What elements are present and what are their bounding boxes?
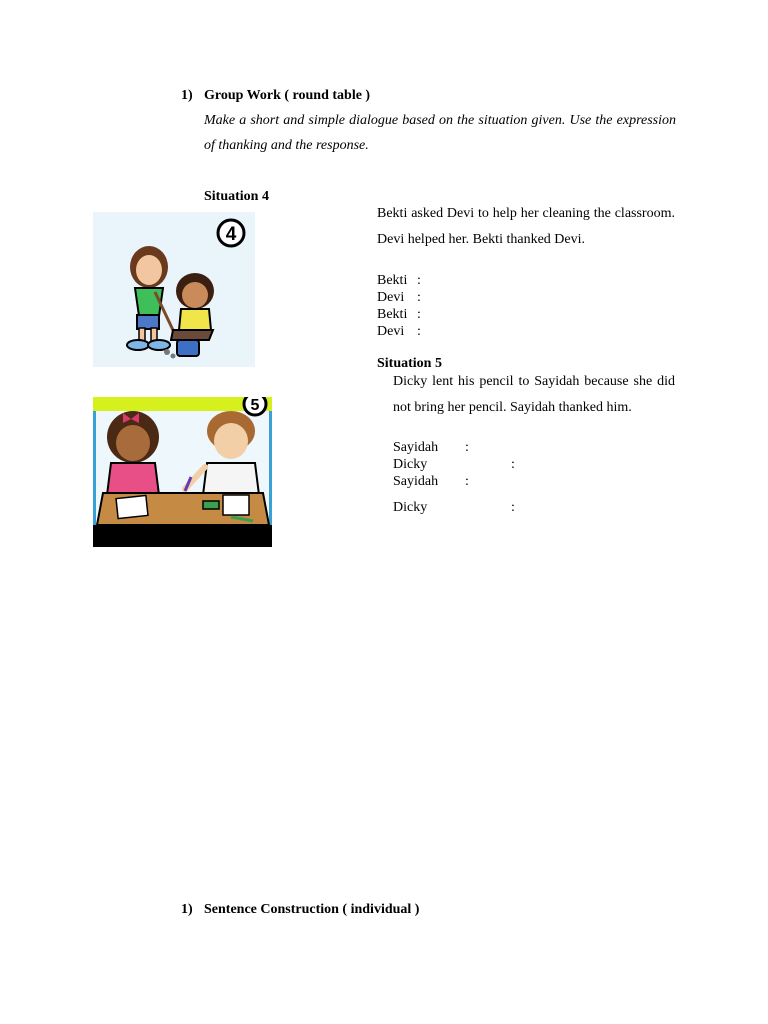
- girl1-face: [136, 255, 162, 285]
- situation-5-illustration: [93, 397, 272, 547]
- situation-4-drawing: [93, 212, 255, 367]
- girl-shirt: [107, 463, 159, 495]
- girl2-skirt: [171, 330, 213, 340]
- number-badge-4-text: 4: [225, 224, 237, 245]
- dialogue-line: [393, 473, 553, 490]
- number-badge-5-text: 5: [250, 397, 260, 414]
- situation-4-dialogue: [377, 272, 497, 340]
- girl2-face: [182, 282, 208, 308]
- speaker-name: Dicky: [393, 500, 428, 515]
- girl-face: [116, 425, 150, 461]
- dialogue-colon: :: [417, 273, 421, 288]
- girl1-shoe-left: [127, 340, 149, 350]
- speaker-name: Sayidah: [393, 440, 439, 455]
- section-1-title: Group Work ( round table ): [204, 88, 371, 103]
- floor: [93, 525, 272, 547]
- dialogue-colon: :: [417, 324, 421, 339]
- speaker-name: Sayidah: [393, 474, 439, 489]
- girl1-shoe-right: [148, 340, 170, 350]
- girl1-shorts: [137, 315, 159, 329]
- speaker-name: Devi: [377, 324, 405, 339]
- dialogue-colon: :: [511, 500, 515, 515]
- girl2-shirt: [179, 309, 211, 330]
- dialogue-colon: :: [511, 457, 515, 472]
- dialogue-line: [377, 289, 497, 306]
- dialogue-line: [393, 439, 553, 456]
- dialogue-line: [377, 323, 497, 340]
- situation-4-heading: Situation 4: [204, 189, 269, 204]
- dustpan: [177, 340, 199, 356]
- dialogue-colon: :: [417, 290, 421, 305]
- situation-5-text: Dicky lent his pencil to Sayidah because she did not bring her pencil. Sayidah thanked him.: [393, 374, 675, 415]
- speaker-name: Devi: [377, 290, 405, 305]
- dialogue-line: [377, 306, 497, 323]
- situation-5-drawing: [93, 397, 272, 547]
- dialogue-line: [377, 272, 497, 289]
- situation-4-illustration: [93, 212, 255, 367]
- paper-left: [116, 495, 148, 518]
- boy-shirt: [203, 463, 259, 495]
- speaker-name: Dicky: [393, 457, 428, 472]
- section-1-instruction: Make a short and simple dialogue based on the situation given. Use the expression of thanking and the response.: [204, 113, 676, 153]
- dialogue-line: [393, 499, 553, 516]
- boy-face: [214, 423, 248, 459]
- dialogue-line: [393, 456, 553, 473]
- dialogue-colon: :: [465, 474, 469, 489]
- speaker-name: Bekti: [377, 273, 408, 288]
- speaker-name: Bekti: [377, 307, 408, 322]
- paper-right: [223, 495, 249, 515]
- section-1-number: 1): [181, 88, 193, 103]
- dialogue-colon: :: [417, 307, 421, 322]
- situation-5-heading: Situation 5: [377, 356, 442, 371]
- dialogue-colon: :: [465, 440, 469, 455]
- crayon-box: [203, 501, 219, 509]
- situation-5-dialogue: [393, 439, 553, 516]
- section-2-number: 1): [181, 902, 193, 917]
- situation-4-text: Bekti asked Devi to help her cleaning the classroom. Devi helped her. Bekti thanked Devi.: [377, 206, 675, 247]
- section-2-title: Sentence Construction ( individual ): [204, 902, 420, 917]
